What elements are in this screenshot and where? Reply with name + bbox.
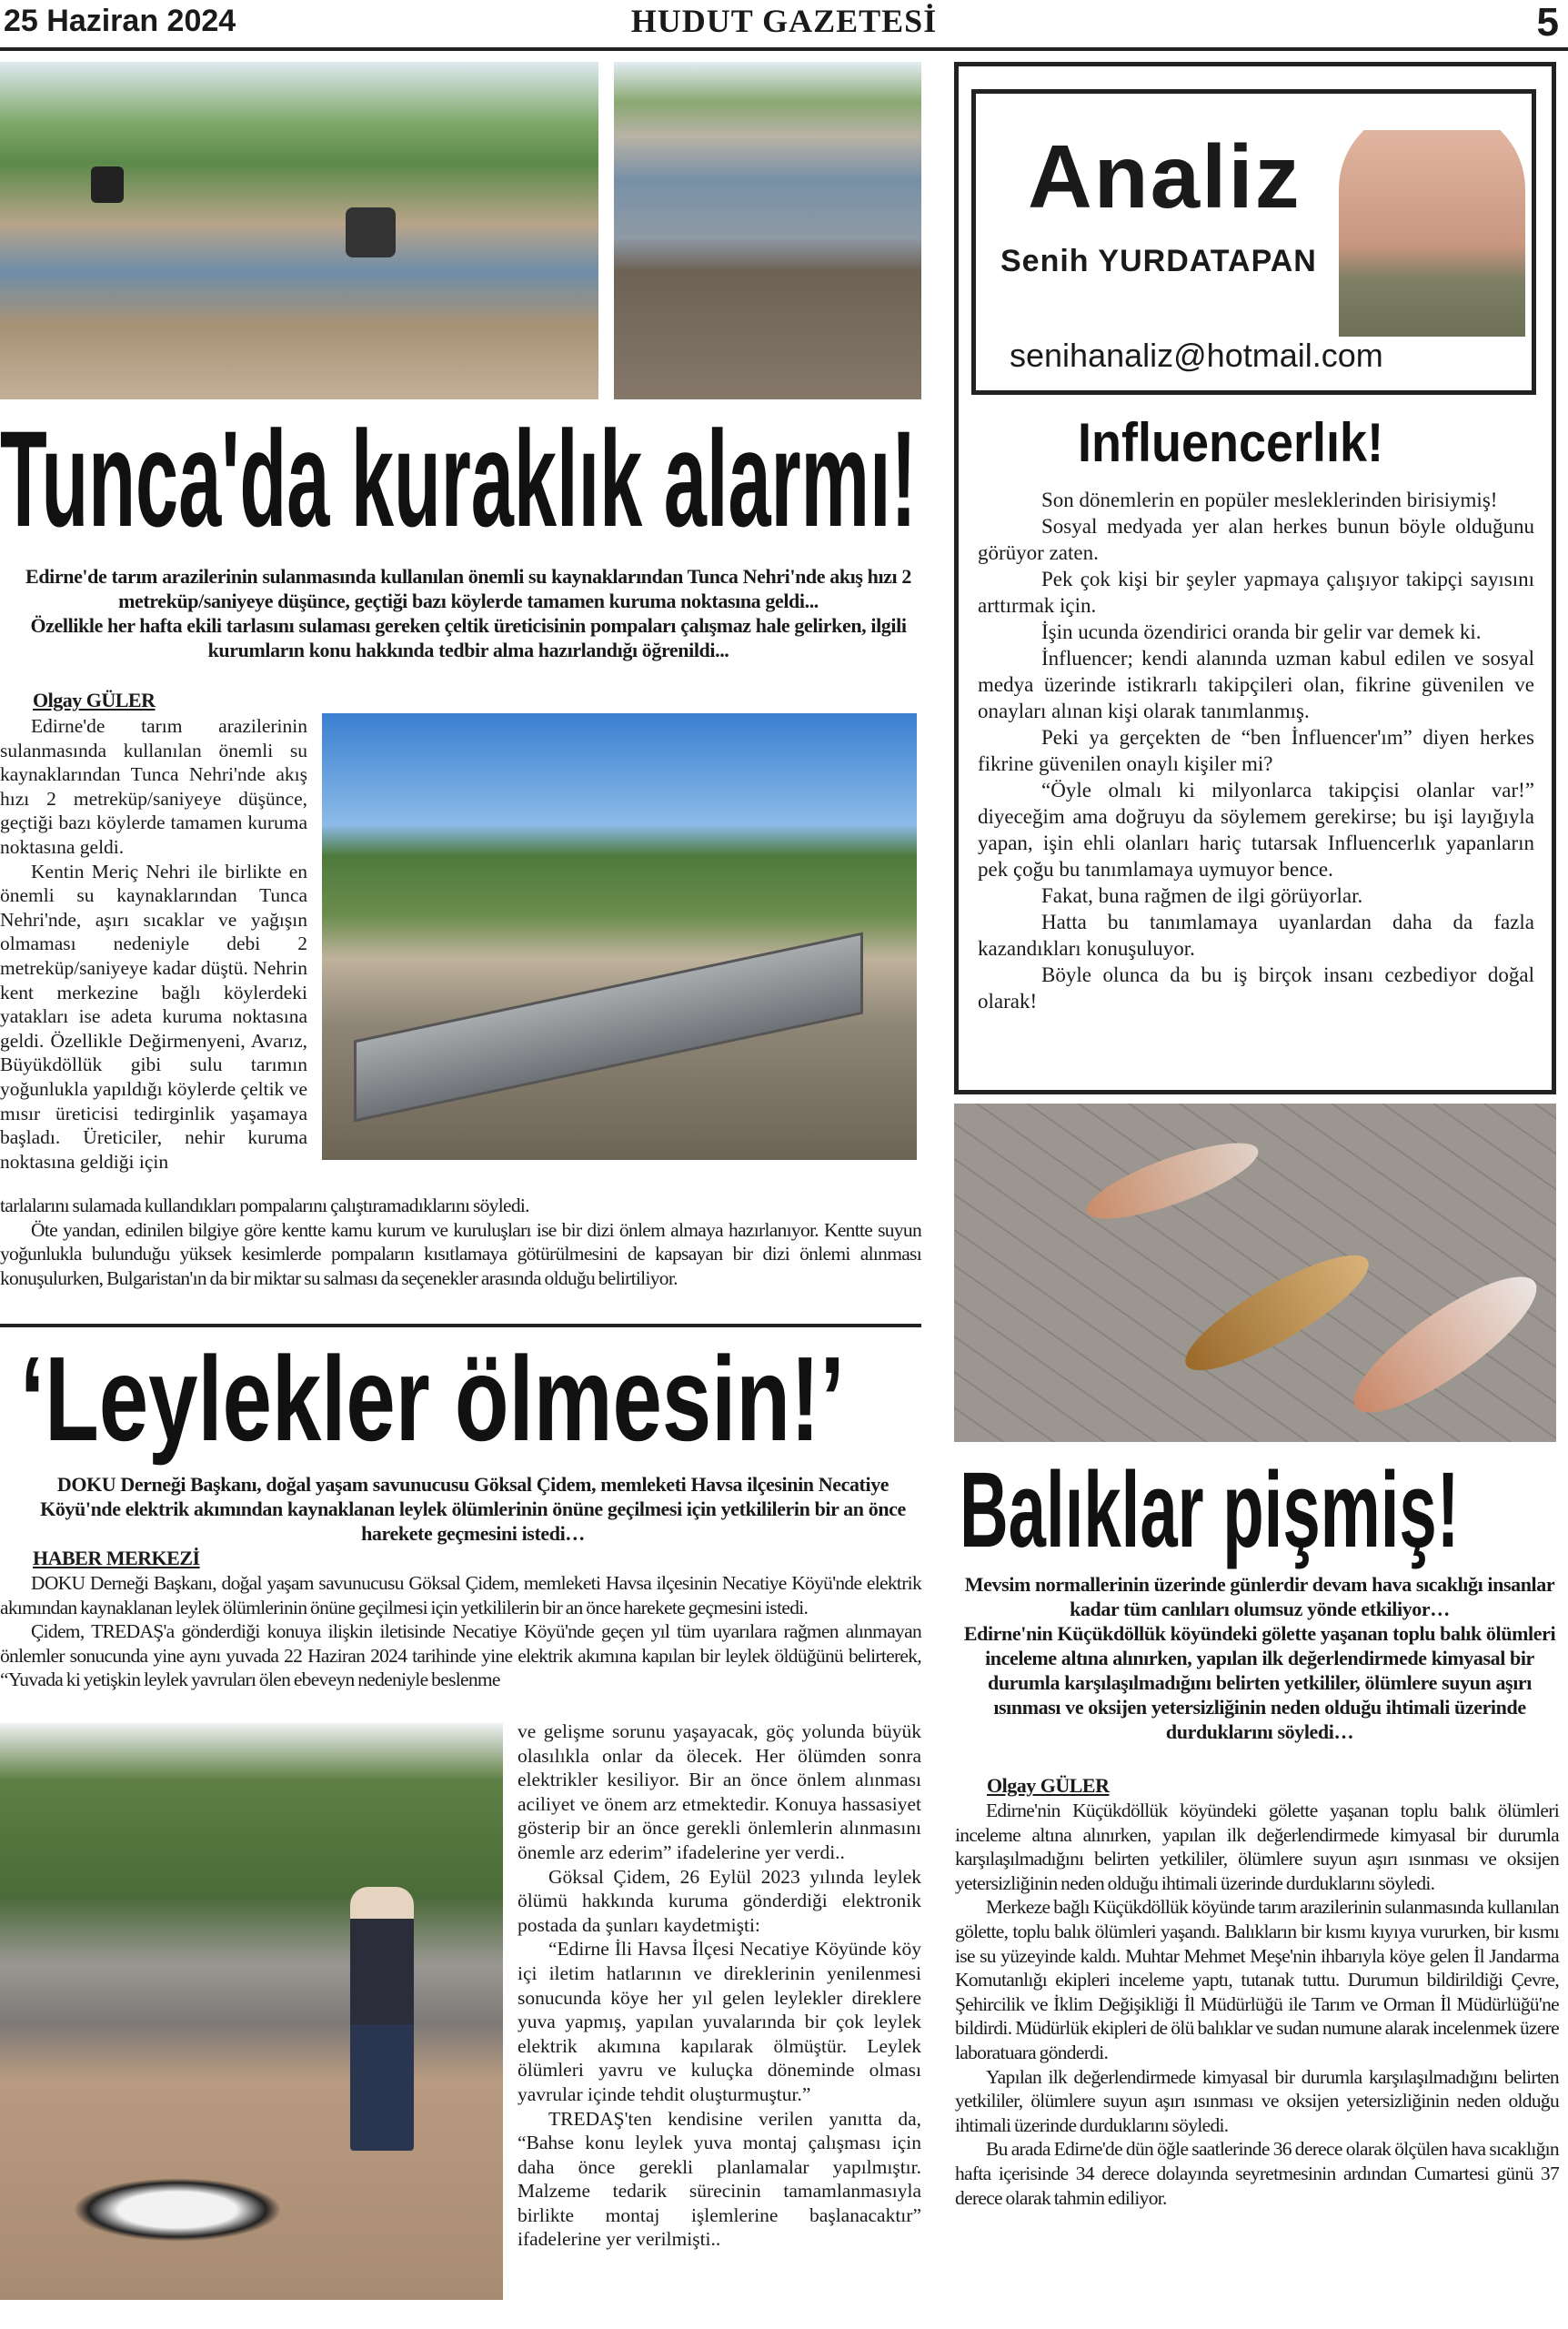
fish-figure bbox=[1338, 1256, 1553, 1434]
stork-figure bbox=[73, 2178, 282, 2242]
body-paragraph: Peki ya gerçekten de “ben İnfluencer'ım” diyen herkes fikrine güvenilen onaylı kişiler mi? bbox=[978, 726, 1534, 775]
man-with-dead-stork-photo bbox=[0, 1723, 503, 2300]
article-summary: DOKU Derneği Başkanı, doğal yaşam savunucusu Göksal Çidem, memleketi Havsa ilçesinin Necatiye Köyü'nde elektrik akımından kaynaklanan leylek ölümlerinin önüne geçilmesi için yetkililerin bir an önce harekete geçmesini istedi… bbox=[40, 1473, 906, 1545]
body-paragraph: Çidem, TREDAŞ'a gönderdiği konuya ilişkin iletisinde Necatiye Köyü'nde geçen yıl tüm uyarılara rağmen alınmayan önlemler sonucunda yine aynı yuvada 22 Haziran 2024 tarihinde yine elektrik akımına kapılan bir leylek öldüğünü belirterek, “Yuvada ki yetişkin leylek yavruları ölen ebeveyn nedeniyle beslenme bbox=[0, 1620, 921, 1691]
body-paragraph: Pek çok kişi bir şeyler yapmaya çalışıyor takipçi sayısını arttırmak için. bbox=[978, 568, 1534, 617]
issue-date: 25 Haziran 2024 bbox=[4, 4, 236, 38]
body-paragraph: tarlalarını sulamada kullandıkları pompalarını çalıştıramadıklarını söyledi. bbox=[0, 1195, 529, 1216]
columnist-email[interactable]: senihanaliz@hotmail.com bbox=[1010, 337, 1383, 374]
summary-paragraph: Edirne'nin Küçükdöllük köyündeki gölette yaşanan toplu balık ölümleri inceleme altına alınırken, yapılan ilk değerlendirmede kimyasal bir durumla karşılaşılmadığını belirten yetkililer, ölümlere suyun aşırı ısınması ve oksijen yetersizliğinin neden olduğu ihtimali üzerinde durduklarını söyledi… bbox=[963, 1622, 1556, 1743]
column-title: Influencerlık! bbox=[1078, 412, 1384, 473]
fish-figure bbox=[1172, 1237, 1381, 1389]
summary-paragraph: Özellikle her hafta ekili tarlasını sulaması gereken çeltik üreticisinin pompaları çalışmaz hale gelirken, ilgili kurumların konu hakkında tedbir alma hazırlandığı öğrenildi... bbox=[30, 614, 907, 661]
body-paragraph: Yapılan ilk değerlendirmede kimyasal bir durumla karşılaşılmadığını belirten yetkililer, ölümlere suyun aşırı ısınması ve oksijen yetersizliğinin neden olduğu ihtimali üzerinde durduklarını söyledi. bbox=[955, 2065, 1559, 2136]
body-paragraph: Böyle olunca da bu iş birçok insanı cezbediyor doğal olarak! bbox=[978, 963, 1534, 1013]
article-body-column bbox=[518, 1719, 921, 2252]
body-paragraph: Son dönemlerin en popüler mesleklerinden birisiymiş! bbox=[1041, 489, 1498, 511]
column-body bbox=[978, 487, 1534, 1014]
article-summary bbox=[960, 1572, 1560, 1744]
article-byline: HABER MERKEZİ bbox=[33, 1547, 200, 1569]
article-body-column bbox=[0, 714, 307, 1174]
article-byline: Olgay GÜLER bbox=[987, 1774, 1110, 1797]
article-headline: Tunca'da kuraklık alarmı! bbox=[0, 402, 917, 555]
body-paragraph: “Öyle olmalı ki milyonlarca takipçisi olanlar var!” diyeceğim ama doğruyu da söylemem gerekirse; bu işi layığıyla yapan, işin ehli olanları hariç tutarsak Influencerlık yapanların pek çoğu bu tanımlamaya uymuyor bence. bbox=[978, 779, 1534, 881]
article-body-full bbox=[0, 1194, 921, 1290]
body-paragraph: Hatta bu tanımlamaya uyanlardan daha da fazla kazandıkları konuşuluyor. bbox=[978, 911, 1534, 960]
boat-figure bbox=[354, 932, 863, 1122]
body-paragraph: İşin ucunda özendirici oranda bir gelir var demek ki. bbox=[1041, 620, 1482, 643]
article-body bbox=[955, 1799, 1559, 2210]
summary-paragraph: Mevsim normallerinin üzerinde günlerdir devam hava sıcaklığı insanlar kadar tüm canlıları olumsuz yönde etkiliyor… bbox=[964, 1573, 1555, 1620]
fish-figure bbox=[1079, 1128, 1265, 1233]
article-headline: ‘Leylekler ölmesin!’ bbox=[20, 1332, 845, 1466]
body-paragraph: Merkeze bağlı Küçükdöllük köyünde tarım arazilerinin sulanmasında kullanılan gölette, toplu balık ölümleri yaşandı. Balıkların bir kısmı kıyıya vururken, bir kısmı ise su yüzeyinde kaldı. Muhtar Mehmet Meşe'nin ihbarıyla köye gelen İl Jandarma Komutanlığı ekipleri inceleme yaptı, tutanak tuttu. Durumun bildirildiği Çevre, Şehircilik ve İklim Değişikliği İl Müdürlüğü ile Tarım ve Orman İl Müdürlüğü'ne bildirdi. Müdürlük ekipleri de ölü balıklar ve sudan numune alarak incelenmek üzere laboratuara gönderdi. bbox=[955, 1896, 1559, 2063]
section-divider bbox=[0, 1324, 921, 1327]
body-paragraph: Edirne'de tarım arazilerinin sulanmasında kullanılan önemli su kaynaklarından Tunca Nehri'nde akış hızı 2 metreküp/saniyeye düşünce, geçtiği bazı köylerde tamamen kuruma noktasına geldi. bbox=[0, 715, 307, 858]
masthead bbox=[0, 0, 1568, 51]
body-paragraph: TREDAŞ'ten kendisine verilen yanıtta da, “Bahse konu leylek yuva montaj çalışması için daha önce gerekli planlamalar yapılmıştır. Malzeme tedarik sürecinin tamamlanmasıyla birlikte montaj işlemlerine başlanacaktır” ifadelerine yer verilmişti.. bbox=[518, 2107, 921, 2251]
body-paragraph: ve gelişme sorunu yaşayacak, göç yolunda büyük olasılıkla onlar da ölecek. Her ölümden sonra elektrikler kesiliyor. Bir an önce önlem alınması aciliyet ve önem arz etmektedir. Konuya hassasiyet gösterip bir an önce gerekli önlemlerin alınmasını önemle arz ederim” ifadelerine yer verdi.. bbox=[518, 1720, 921, 1863]
boat-riverbed-photo bbox=[322, 713, 917, 1160]
article-headline: Balıklar pişmiş! bbox=[960, 1450, 1460, 1570]
dead-fish-photo bbox=[954, 1104, 1556, 1442]
columnist-portrait bbox=[1339, 107, 1525, 337]
article-body-full bbox=[0, 1571, 921, 1692]
body-paragraph: Fakat, buna rağmen de ilgi görüyorlar. bbox=[1041, 884, 1363, 907]
body-paragraph: Sosyal medyada yer alan herkes bunun böyle olduğunu görüyor zaten. bbox=[978, 515, 1534, 564]
body-paragraph: İnfluencer; kendi alanında uzman kabul edilen ve sosyal medya üzerinde istikrarlı takipçileri olan, fikrine güvenilen ve onayları alınan kişi olarak tanımlanmış. bbox=[978, 647, 1534, 722]
page-number: 5 bbox=[1536, 0, 1559, 45]
body-paragraph: Öte yandan, edinilen bilgiye göre kentte kamu kurum ve kuruluşları ise bir dizi önlem almaya hazırlanıyor. Kentte suyun yoğunlukla bulunduğu yüksek kesimlerde pompaların kısıtlamaya götürülmesini de kapsayan bir dizi önlemi alınması konuşulurken, Bulgaristan'ın da bir miktar su salması da seçenekler arasında olduğu belirtiliyor. bbox=[0, 1218, 921, 1289]
riverbed-photo bbox=[614, 62, 921, 399]
cow-figure bbox=[91, 166, 124, 203]
body-paragraph: Edirne'nin Küçükdöllük köyündeki gölette yaşanan toplu balık ölümleri inceleme altına alınırken, yapılan ilk değerlendirmede kimyasal bir durumla karşılaşılmadığını belirten yetkililer, ölümlere suyun aşırı ısınması ve oksijen yetersizliğinin neden olduğu ihtimali üzerinde durduklarını söyledi. bbox=[955, 1800, 1559, 1894]
body-paragraph: “Edirne İli Havsa İlçesi Necatiye Köyünde köy içi iletim hatlarının ve direklerinin yenilenmesi sonucunda köye her yıl gelen leylekler direklere yuva yapmış, yapılan yuvalarında bir çok leylek elektrik akımına kapılarak ölmüştür. Leylek ölümleri yavru ve kuluçka döneminde olması yavrular içinde tehdit oluşturmuştur.” bbox=[518, 1938, 921, 2105]
man-figure bbox=[350, 1887, 414, 2151]
columnist-name: Senih YURDATAPAN bbox=[1000, 244, 1317, 278]
column-section-title: Analiz bbox=[1028, 126, 1302, 227]
river-cows-photo bbox=[0, 62, 598, 399]
body-paragraph: Göksal Çidem, 26 Eylül 2023 yılında leylek ölümü hakkında kuruma gönderdiği elektronik postada da şunları kaydetmişti: bbox=[518, 1865, 921, 1936]
article-byline: Olgay GÜLER bbox=[33, 689, 156, 711]
cow-figure bbox=[346, 207, 396, 257]
body-paragraph: Kentin Meriç Nehri ile birlikte en önemli su kaynaklarından Tunca Nehri'nde, aşırı sıcaklar ve yağışın olmaması nedeniyle debi 2 metreküp/saniyeye kadar düştü. Nehrin kent merkezine bağlı köylerdeki yatakları ise adeta kuruma noktasına geldi. Özellikle Değirmenyeni, Avarız, Büyükdöllük gibi sulu tarımın yoğunlukla yapıldığı köylerde çeltik ve mısır üreticisi tedirginlik yaşamaya başladı. Üreticiler, nehir kuruma noktasına geldiği için bbox=[0, 860, 307, 1173]
body-paragraph: Bu arada Edirne'de dün öğle saatlerinde 36 derece olarak ölçülen hava sıcaklığın hafta içerisinde 34 derece dolayında seyretmesinin ardından Cumartesi günü 37 derece olarak tahmin ediliyor. bbox=[955, 2138, 1559, 2209]
body-paragraph: DOKU Derneği Başkanı, doğal yaşam savunucusu Göksal Çidem, memleketi Havsa ilçesinin Necatiye Köyü'nde elektrik akımından kaynaklanan leylek ölümlerinin önüne geçilmesi için yetkililerin bir an önce harekete geçmesini istedi. bbox=[0, 1572, 921, 1618]
summary-paragraph: Edirne'de tarım arazilerinin sulanmasında kullanılan önemli su kaynaklarından Tunca Nehri'nde akış hızı 2 metreküp/saniyeye düşünce, geçtiği bazı köylerde tamamen kuruma noktasına geldi... bbox=[25, 565, 911, 612]
article-summary bbox=[18, 564, 919, 662]
newspaper-name: HUDUT GAZETESİ bbox=[630, 3, 938, 39]
